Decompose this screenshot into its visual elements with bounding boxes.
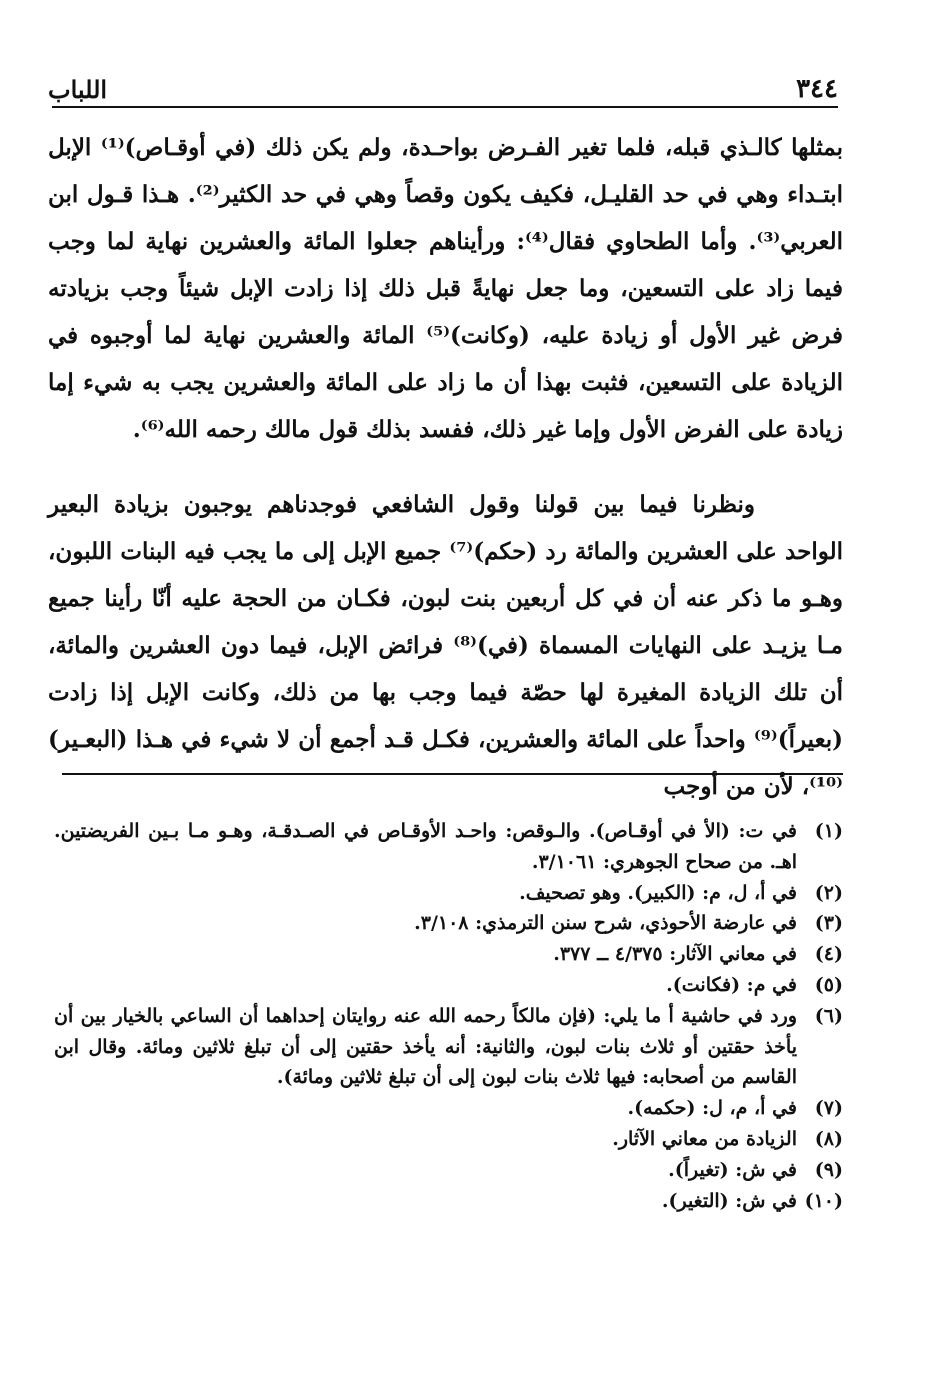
footnote-number: (٧) (814, 1097, 843, 1120)
footnote-3 (54, 908, 843, 939)
footnote-text: في م: (فكانت). (666, 973, 797, 996)
footnote-number: (٢) (814, 881, 843, 904)
footnote-5 (54, 970, 843, 1001)
footnote-1 (54, 816, 843, 878)
footnote-8 (54, 1124, 843, 1155)
footnote-text: في ت: (الأ في أوقـاص). والـوقص: واحـد الأوقـاص في الصـدقـة، وهـو مـا بـين الفريضتين. اهـ. من صحاح الجوهري: ٣/١٠٦١. (54, 820, 797, 873)
footnote-text: في عارضة الأحوذي، شرح سنن الترمذي: ٣/١٠٨. (414, 912, 797, 935)
footnote-6 (54, 1001, 843, 1093)
footnote-text: ورد في حاشية أ ما يلي: (فإن مالكاً رحمه الله عنه روايتان إحداهما أن الساعي بالخيار بين أن يأخذ حقتين أو ثلاث بنات لبون، والثانية: أنه يأخذ حقتين إلى أن تبلغ ثلاثين ومائة. وقال ابن القاسم من أصحابه: فيها ثلاث بنات لبون إلى أن تبلغ ثلاثين ومائة). (54, 1004, 797, 1089)
main-text (48, 124, 843, 810)
footnote-number: (١) (814, 820, 843, 842)
footnote-number: (٦) (814, 1004, 843, 1027)
footnote-9 (54, 1155, 843, 1186)
footnote-text: في ش: (التغير). (661, 1189, 797, 1212)
footnote-7 (54, 1093, 843, 1124)
header-divider (52, 106, 838, 108)
footnote-number: (٥) (814, 973, 843, 996)
page-number: ٣٤٤ (796, 74, 838, 104)
footnote-number: (٣) (814, 912, 843, 935)
running-title: اللباب (48, 75, 108, 104)
footnote-10 (54, 1186, 843, 1217)
footnote-text: في ش: (تغيراً). (668, 1158, 797, 1181)
footnote-text: في أ، ل، م: (الكبير). وهو تصحيف. (519, 881, 797, 904)
footnote-text: في معاني الآثار: ٤/٣٧٥ ــ ٣٧٧. (553, 943, 797, 966)
footnotes (54, 816, 843, 1216)
footnote-2 (54, 878, 843, 909)
paragraph-1: بمثلها كالـذي قبله، فلما تغير الفـرض بواحـدة، ولم يكن ذلك (في أوقـاص)⁽¹⁾ الإبل ابتـداء وهي في حد القليـل، فكيف يكون وقصاً وهي في حد الكثير⁽²⁾. هـذا قـول ابن العربي⁽³⁾. وأما الطحاوي فقال⁽⁴⁾: ورأيناهم جعلوا المائة والعشرين نهاية لما وجب فيما زاد على التسعين، وما جعل نهايةً قبل ذلك إذا زادت الإبل شيئاً وجب بزيادته فرض غير الأول أو زيادة عليه، (وكانت)⁽⁵⁾ المائة والعشرين نهاية لما أوجبوه في الزيادة على التسعين، فثبت بهذا أن ما زاد على المائة والعشرين يجب به شيء إما زيادة على الفرض الأول وإما غير ذلك، ففسد بذلك قول مالك رحمه الله⁽⁶⁾. (48, 134, 843, 443)
footnote-number: (١٠) (804, 1189, 843, 1212)
footnote-number: (٤) (814, 943, 843, 966)
footnote-text: الزيادة من معاني الآثار. (612, 1127, 797, 1150)
footnote-number: (٨) (814, 1127, 843, 1150)
page-header (48, 64, 838, 104)
paragraph-2: ونظرنا فيما بين قولنا وقول الشافعي فوجدناهم يوجبون بزيادة البعير الواحد على العشرين والمائة رد (حكم)⁽⁷⁾ جميع الإبل إلى ما يجب فيه البنات اللبون، وهـو ما ذكر عنه أن في كل أربعين بنت لبون، فكـان من الحجة عليه أنّا رأينا جميع مـا يزيـد على النهايات المسماة (في)⁽⁸⁾ فرائض الإبل، فيما دون العشرين والمائة، أن تلك الزيادة المغيرة لها حصّة فيما وجب بها من ذلك، وكانت الإبل إذا زادت (بعيراً)⁽⁹⁾ واحداً على المائة والعشرين، فكـل قـد أجمع أن لا شيء في هـذا (البعـير)⁽¹⁰⁾، لأن من أوجب (48, 491, 843, 800)
footnote-divider (62, 773, 843, 775)
footnote-text: في أ، م، ل: (حكمه). (627, 1097, 797, 1120)
footnote-4 (54, 939, 843, 970)
footnote-number: (٩) (814, 1158, 843, 1181)
